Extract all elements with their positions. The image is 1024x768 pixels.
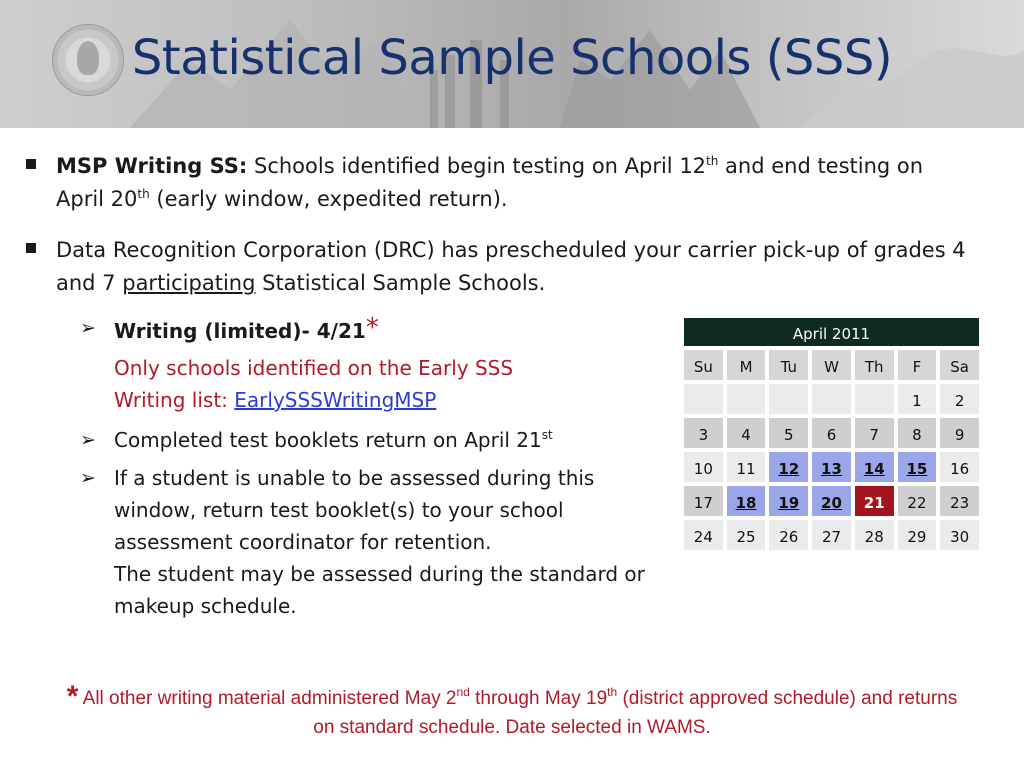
april-calendar: [682, 316, 981, 552]
calendar-day-cell: 21: [853, 484, 896, 518]
superscript: st: [541, 428, 553, 442]
early-sss-note: [114, 352, 574, 416]
superscript: th: [607, 685, 618, 699]
calendar-day-header: Sa: [938, 348, 981, 382]
bullet-lead: MSP Writing SS:: [56, 154, 248, 178]
subbullet-text: If a student is unable to be assessed during this window, return test booklet(s) to your school assessment coordinator for retention.: [114, 466, 595, 554]
calendar-day-cell: 6: [810, 416, 853, 450]
calendar-day-header: F: [896, 348, 939, 382]
calendar-day-cell: 14: [853, 450, 896, 484]
calendar-empty-cell: [853, 382, 896, 416]
superscript: nd: [456, 685, 470, 699]
subbullet-text: The student may be assessed during the standard or makeup schedule.: [114, 562, 645, 618]
slide-title: Statistical Sample Schools (SSS): [131, 30, 893, 86]
calendar-day-header: W: [810, 348, 853, 382]
bullet-text: Data Recognition Corporation (DRC) has prescheduled your carrier pick-up of grades 4 and 7: [56, 238, 966, 295]
calendar-day-cell: 3: [682, 416, 725, 450]
calendar-day-cell: 2: [938, 382, 981, 416]
calendar-day-cell: 25: [725, 518, 768, 552]
footnote-text: (district approved schedule) and returns on standard schedule. Date selected in WAMS.: [313, 688, 958, 738]
calendar-day-cell: 12: [767, 450, 810, 484]
note-text: Only schools identified on the Early SSS Writing list:: [114, 356, 514, 412]
calendar-empty-cell: [725, 382, 768, 416]
bullet-text: (early window, expedited return).: [149, 187, 508, 211]
calendar-day-cell: 5: [767, 416, 810, 450]
square-bullet-icon: [26, 159, 36, 169]
calendar-day-cell: 29: [896, 518, 939, 552]
calendar-day-cell: 20: [810, 484, 853, 518]
bullet-msp-writing: [56, 150, 976, 216]
calendar-day-cell: 8: [896, 416, 939, 450]
calendar-day-cell: 7: [853, 416, 896, 450]
arrow-bullet-icon: ➢: [80, 429, 96, 451]
asterisk-marker: *: [365, 313, 379, 343]
bullet-text: Schools identified begin testing on April 12: [247, 154, 707, 178]
calendar-day-cell: 24: [682, 518, 725, 552]
calendar-day-cell: 11: [725, 450, 768, 484]
calendar-day-header: Su: [682, 348, 725, 382]
underlined-word: participating: [122, 271, 256, 295]
asterisk-marker: *: [66, 680, 79, 713]
footnote: [60, 682, 964, 742]
calendar-title: April 2011: [682, 316, 981, 348]
subbullet-label: Writing (limited)- 4/21: [114, 319, 366, 343]
superscript: th: [706, 154, 719, 168]
superscript: th: [137, 187, 150, 201]
calendar-day-cell: 30: [938, 518, 981, 552]
calendar-day-cell: 15: [896, 450, 939, 484]
square-bullet-icon: [26, 243, 36, 253]
calendar-day-header: Th: [853, 348, 896, 382]
calendar-empty-cell: [682, 382, 725, 416]
subbullet-unable-assessed: [80, 462, 674, 622]
calendar-empty-cell: [767, 382, 810, 416]
arrow-bullet-icon: ➢: [80, 317, 96, 339]
calendar-day-cell: 18: [725, 484, 768, 518]
calendar-day-cell: 17: [682, 484, 725, 518]
calendar-day-cell: 9: [938, 416, 981, 450]
calendar-day-cell: 23: [938, 484, 981, 518]
footnote-text: All other writing material administered May 2: [78, 688, 457, 709]
calendar-empty-cell: [810, 382, 853, 416]
bullet-drc-pickup: [56, 234, 976, 300]
calendar-day-cell: 13: [810, 450, 853, 484]
calendar-day-cell: 4: [725, 416, 768, 450]
calendar-day-cell: 22: [896, 484, 939, 518]
calendar-day-cell: 16: [938, 450, 981, 484]
footnote-text: through May 19: [469, 688, 608, 709]
calendar-day-cell: 10: [682, 450, 725, 484]
subbullet-text: Completed test booklets return on April 21: [114, 428, 542, 452]
bullet-text: and end testing on April 20: [56, 154, 924, 211]
bullet-text: Statistical Sample Schools.: [255, 271, 546, 295]
calendar-day-cell: 28: [853, 518, 896, 552]
header-banner: [0, 0, 1024, 128]
calendar-day-cell: 26: [767, 518, 810, 552]
calendar-day-header: Tu: [767, 348, 810, 382]
calendar-day-cell: 1: [896, 382, 939, 416]
calendar-grid: [682, 348, 981, 552]
arrow-bullet-icon: ➢: [80, 467, 96, 489]
subbullet-completed-booklets: [80, 424, 654, 456]
calendar-day-cell: 27: [810, 518, 853, 552]
early-sss-writing-link[interactable]: EarlySSSWritingMSP: [234, 388, 437, 412]
calendar-day-cell: 19: [767, 484, 810, 518]
subbullet-writing-limited: [80, 312, 494, 347]
calendar-day-header: M: [725, 348, 768, 382]
